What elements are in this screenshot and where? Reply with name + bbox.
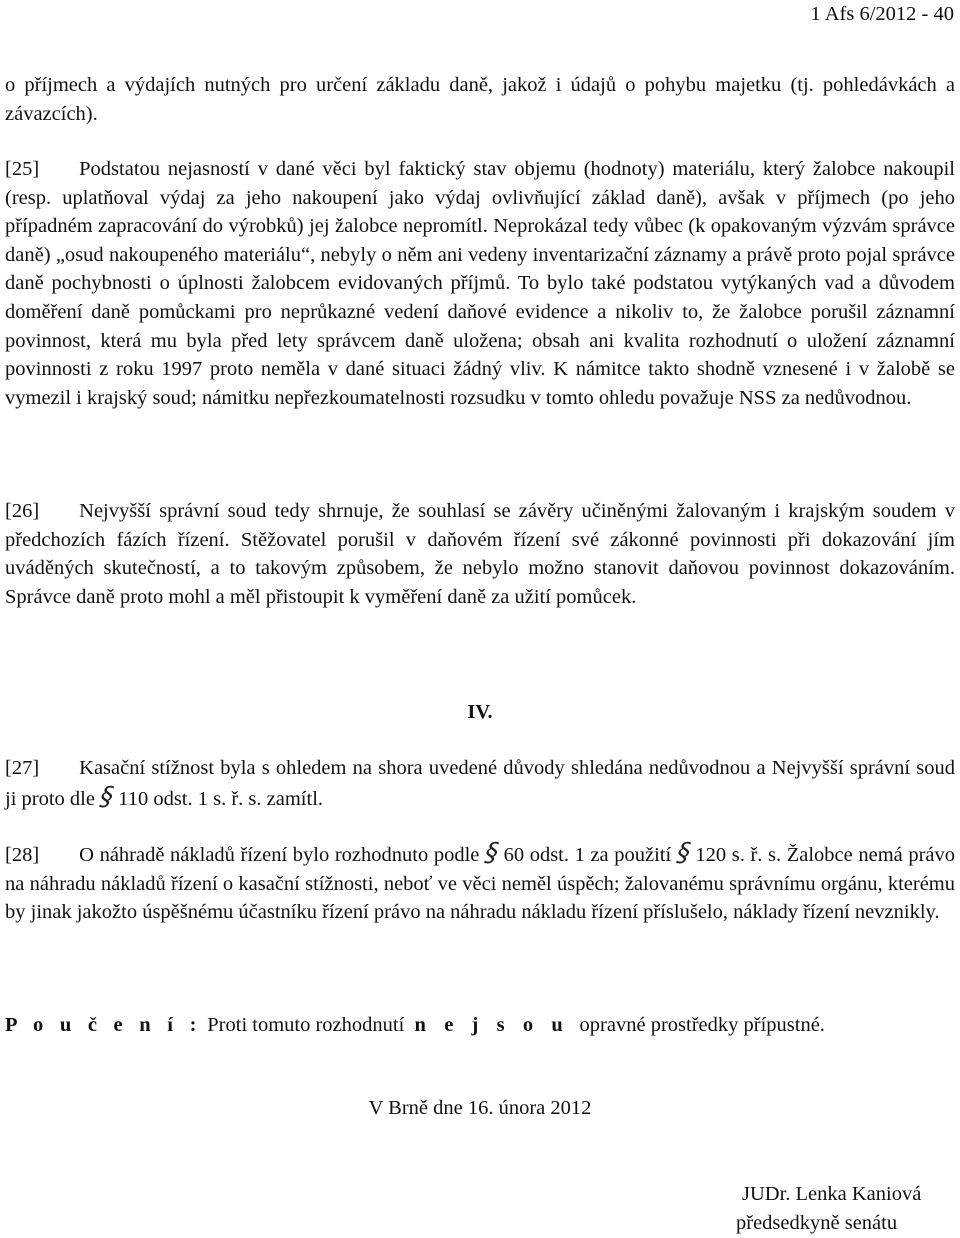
- judge-name: JUDr. Lenka Kaniová: [742, 1183, 922, 1205]
- paragraph-text: Kasační stížnost byla s ohledem na shora uvedené důvody shledána nedůvodnou a Nejvyšší správní soud ji proto dle: [5, 757, 955, 810]
- section-symbol: §: [95, 781, 119, 812]
- paragraph-number: [27]: [5, 757, 40, 779]
- instruction-text: Proti tomuto rozhodnutí: [207, 1014, 405, 1036]
- paragraph-number: [26]: [5, 500, 40, 522]
- case-number: 1 Afs 6/2012 - 40: [810, 3, 954, 25]
- instruction-label: P o u č e n í :: [5, 1014, 203, 1036]
- section-heading: IV.: [467, 701, 493, 723]
- paragraph-number: [28]: [5, 844, 40, 866]
- paragraph-28: [5, 839, 955, 927]
- paragraph-continuation: o příjmech a výdajích nutných pro určení základu daně, jakož i údajů o pohybu majetku (tj. pohledávkách a závazcích).: [5, 74, 955, 125]
- instruction-text: opravné prostředky přípustné.: [579, 1014, 825, 1036]
- paragraph-text: 110 odst. 1 s. ř. s. zamítl.: [118, 787, 324, 810]
- paragraph-text: 60 odst. 1 za použití: [503, 844, 672, 866]
- section-symbol: §: [480, 838, 503, 868]
- instruction-negation: n e j s o u: [414, 1014, 570, 1036]
- paragraph-25: [5, 155, 955, 412]
- paragraph-27: [5, 754, 955, 813]
- paragraph-text: 120 s. ř. s. Žalobce nemá právo na náhradu nákladů řízení o kasační stížnosti, neboť ve věci neměl úspěch; žalovanému správnímu orgánu, kterému by jinak jakožto úspěšnému účastníku řízení právo na náhradu nákladu řízení příslušelo, náklady řízení nevznikly.: [5, 844, 956, 924]
- section-symbol: §: [672, 838, 695, 868]
- judge-role: předsedkyně senátu: [736, 1211, 898, 1234]
- place-and-date: V Brně dne 16. února 2012: [368, 1097, 592, 1119]
- paragraph-text: Nejvyšší správní soud tedy shrnuje, že souhlasí se závěry učiněnými žalovaným i krajským soudem v předchozích fázích řízení. Stěžovatel porušil v daňovém řízení své zákonné povinnosti při dokazování jím uváděných skutečností, a to takovým způsobem, že nebylo možno stanovit daňovou povinnost dokazováním. Správce daně proto mohl a měl přistoupit k vyměření daně za užití pomůcek.: [5, 500, 955, 608]
- instruction-line: [5, 1011, 955, 1040]
- paragraph-number: [25]: [5, 158, 40, 180]
- paragraph-text: O náhradě nákladů řízení bylo rozhodnuto podle: [79, 844, 480, 866]
- paragraph-text: Podstatou nejasností v dané věci byl faktický stav objemu (hodnoty) materiálu, který žalobce nakoupil (resp. uplatňoval výdaj za jeho nakoupení jako výdaj ovlivňující základ daně), avšak v příjmech (po jeho případném zapracování do výrobků) jej žalobce nepromítl. Neprokázal tedy vůbec (k opakovaným výzvám správce daně) „osud nakoupeného materiálu“, nebyly o něm ani vedeny inventarizační záznamy a právě proto pojal správce daně pochybnosti o úplnosti žalobcem evidovaných příjmů. To bylo také podstatou vytýkaných vad a důvodem doměření daně pomůckami pro neprůkazné vedení daňové evidence a nikoliv to, že žalobce porušil záznamní povinnost, která mu byla před lety správcem daně uložena; obsah ani kvalita rozhodnutí o uložení záznamní povinnosti z roku 1997 proto neměla v dané situaci žádný vliv. K námitce takto shodně vznesené i v žalobě se vymezil i krajský soud; námitku nepřezkoumatelnosti rozsudku v tomto ohledu považuje NSS za nedůvodnou.: [5, 158, 955, 409]
- paragraph-26: [5, 497, 955, 611]
- signature-block: [736, 1180, 960, 1237]
